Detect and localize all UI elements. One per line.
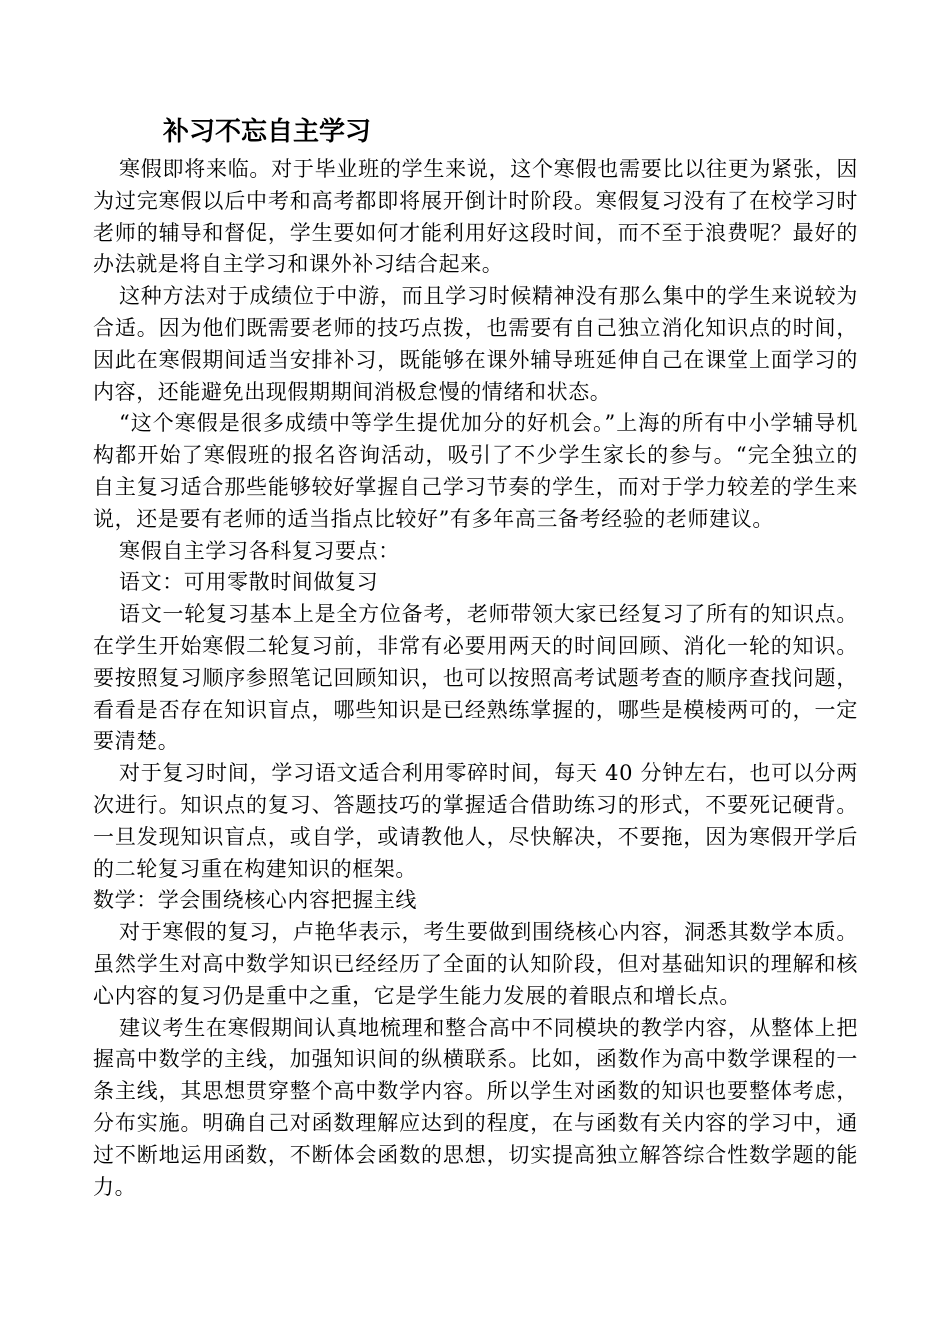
paragraph-list: [93, 154, 858, 1203]
paragraph: 寒假自主学习各科复习要点：: [119, 538, 400, 563]
paragraph: 建议考生在寒假期间认真地梳理和整合高中不同模块的教学内容，从整体上把握高中数学的主线，加强知识间的纵横联系。比如，函数作为高中数学课程的一条主线，其思想贯穿整个高中数学内容。所以学生对函数的知识也要整体考虑，分布实施。明确自己对函数理解应达到的程度，在与函数有关内容的学习中，通过不断地运用函数，不断体会函数的思想，切实提高独立解答综合性数学题的能力。: [93, 1015, 858, 1199]
document-title: 补习不忘自主学习: [163, 117, 372, 147]
paragraph: 对于复习时间，学习语文适合利用零碎时间，每天 40 分钟左右，也可以分两次进行。知识点的复习、答题技巧的掌握适合借助练习的形式，不要死记硬背。一旦发现知识盲点，或自学，或请教他人，尽快解决，不要拖，因为寒假开学后的二轮复习重在构建知识的框架。: [93, 761, 858, 881]
document-body: [93, 110, 858, 1203]
paragraph: 对于寒假的复习，卢艳华表示，考生要做到围绕核心内容，洞悉其数学本质。虽然学生对高中数学知识已经经历了全面的认知阶段，但对基础知识的理解和核心内容的复习仍是重中之重，它是学生能力发展的着眼点和增长点。: [93, 920, 858, 1008]
paragraph: 数学：学会围绕核心内容把握主线: [93, 888, 417, 913]
paragraph: “这个寒假是很多成绩中等学生提优加分的好机会。”上海的所有中小学辅导机构都开始了寒假班的报名咨询活动，吸引了不少学生家长的参与。“完全独立的自主复习适合那些能够较好掌握自己学习节奏的学生，而对于学力较差的学生来说，还是要有老师的适当指点比较好”有多年高三备考经验的老师建议。: [93, 411, 858, 531]
paragraph: 语文一轮复习基本上是全方位备考，老师带领大家已经复习了所有的知识点。在学生开始寒假二轮复习前，非常有必要用两天的时间回顾、消化一轮的知识。要按照复习顺序参照笔记回顾知识，也可以按照高考试题考查的顺序查找问题，看看是否存在知识盲点，哪些知识是已经熟练掌握的，哪些是模棱两可的，一定要清楚。: [93, 602, 858, 754]
paragraph: 寒假即将来临。对于毕业班的学生来说，这个寒假也需要比以往更为紧张，因为过完寒假以后中考和高考都即将展开倒计时阶段。寒假复习没有了在校学习时老师的辅导和督促，学生要如何才能利用好这段时间，而不至于浪费呢？最好的办法就是将自主学习和课外补习结合起来。: [93, 157, 858, 277]
paragraph: 语文：可用零散时间做复习: [119, 570, 379, 595]
paragraph: 这种方法对于成绩位于中游，而且学习时候精神没有那么集中的学生来说较为合适。因为他们既需要老师的技巧点拨，也需要有自己独立消化知识点的时间，因此在寒假期间适当安排补习，既能够在课外辅导班延伸自己在课堂上面学习的内容，还能避免出现假期期间消极怠慢的情绪和状态。: [93, 284, 858, 404]
